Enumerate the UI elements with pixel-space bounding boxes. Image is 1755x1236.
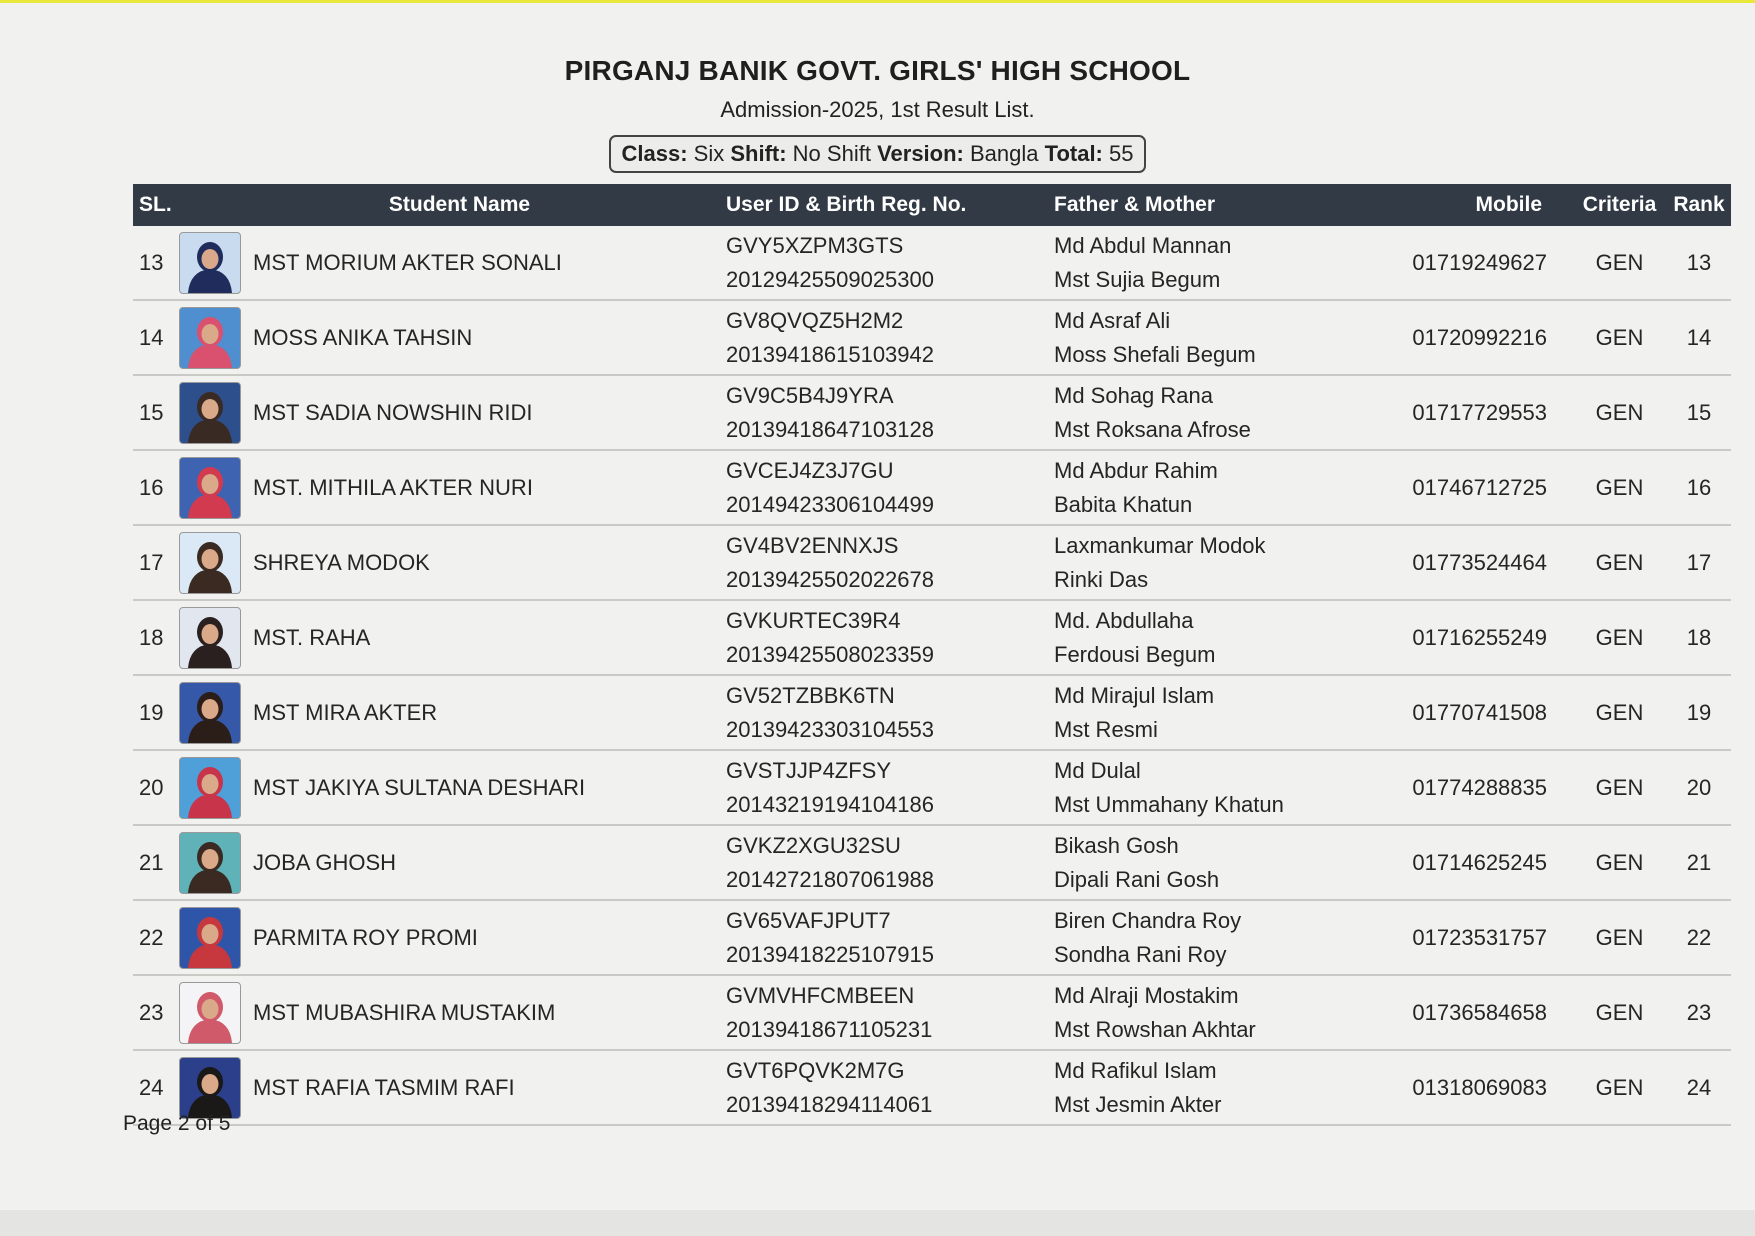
mother-name: Babita Khatun — [1054, 491, 1193, 517]
student-photo-cell — [179, 375, 253, 450]
father-name: Biren Chandra Roy — [1054, 907, 1242, 933]
birth-reg-no: 20139418294114061 — [726, 1091, 933, 1117]
total-label: Total: — [1044, 141, 1103, 166]
student-photo-cell — [179, 450, 253, 525]
rank: 19 — [1667, 675, 1731, 750]
student-photo-cell — [179, 600, 253, 675]
student-photo — [179, 1057, 241, 1119]
rank: 18 — [1667, 600, 1731, 675]
student-name: MST. MITHILA AKTER NURI — [253, 450, 726, 525]
birth-reg-no: 20139423303104553 — [726, 716, 935, 742]
table-header-row — [133, 184, 1731, 226]
criteria: GEN — [1572, 450, 1667, 525]
parents-cell — [1054, 600, 1349, 675]
criteria: GEN — [1572, 525, 1667, 600]
table-row — [133, 750, 1731, 825]
criteria: GEN — [1572, 750, 1667, 825]
id-cell — [726, 375, 1054, 450]
criteria: GEN — [1572, 975, 1667, 1050]
father-name: Bikash Gosh — [1054, 832, 1179, 858]
birth-reg-no: 20139418225107915 — [726, 941, 935, 967]
student-portrait-icon — [180, 1058, 240, 1118]
mobile-number: 01770741508 — [1349, 675, 1572, 750]
row-serial: 21 — [133, 825, 179, 900]
version-label: Version: — [877, 141, 964, 166]
criteria: GEN — [1572, 375, 1667, 450]
user-id: GVY5XZPM3GTS — [726, 232, 904, 258]
father-name: Md Asraf Ali — [1054, 307, 1171, 333]
row-serial: 17 — [133, 525, 179, 600]
scan-edge-strip — [0, 0, 1755, 3]
student-photo — [179, 982, 241, 1044]
student-photo — [179, 532, 241, 594]
row-serial: 23 — [133, 975, 179, 1050]
mother-name: Mst Sujia Begum — [1054, 266, 1221, 292]
mother-name: Mst Jesmin Akter — [1054, 1091, 1222, 1117]
mother-name: Sondha Rani Roy — [1054, 941, 1227, 967]
student-photo-cell — [179, 675, 253, 750]
student-photo-cell — [179, 226, 253, 300]
scan-bottom-edge — [0, 1210, 1755, 1236]
mother-name: Rinki Das — [1054, 566, 1149, 592]
table-row — [133, 226, 1731, 300]
student-portrait-icon — [180, 233, 240, 293]
parents-cell — [1054, 226, 1349, 300]
student-photo-cell — [179, 825, 253, 900]
rank: 24 — [1667, 1050, 1731, 1125]
student-portrait-icon — [180, 458, 240, 518]
table-body — [133, 226, 1731, 1125]
row-serial: 19 — [133, 675, 179, 750]
user-id: GV65VAFJPUT7 — [726, 907, 891, 933]
mobile-number: 01719249627 — [1349, 226, 1572, 300]
rank: 13 — [1667, 226, 1731, 300]
birth-reg-no: 20143219194104186 — [726, 791, 935, 817]
class-info-box — [609, 135, 1145, 173]
father-name: Md Sohag Rana — [1054, 382, 1213, 408]
student-portrait-icon — [180, 833, 240, 893]
parents-cell — [1054, 1050, 1349, 1125]
rank: 17 — [1667, 525, 1731, 600]
user-id: GV9C5B4J9YRA — [726, 382, 894, 408]
student-photo-cell — [179, 975, 253, 1050]
user-id: GVMVHFCMBEEN — [726, 982, 915, 1008]
birth-reg-no: 20139425502022678 — [726, 566, 935, 592]
id-cell — [726, 675, 1054, 750]
user-id: GV4BV2ENNXJS — [726, 532, 899, 558]
criteria: GEN — [1572, 226, 1667, 300]
student-photo — [179, 232, 241, 294]
rank: 22 — [1667, 900, 1731, 975]
table-row — [133, 600, 1731, 675]
col-header-photo — [179, 184, 253, 226]
criteria: GEN — [1572, 900, 1667, 975]
father-name: Md Mirajul Islam — [1054, 682, 1215, 708]
student-photo — [179, 832, 241, 894]
student-name: MST JAKIYA SULTANA DESHARI — [253, 750, 726, 825]
mobile-number: 01774288835 — [1349, 750, 1572, 825]
class-label: Class: — [621, 141, 688, 166]
criteria: GEN — [1572, 300, 1667, 375]
user-id: GVSTJJP4ZFSY — [726, 757, 892, 783]
mother-name: Mst Rowshan Akhtar — [1054, 1016, 1256, 1042]
birth-reg-no: 20139425508023359 — [726, 641, 935, 667]
father-name: Md Dulal — [1054, 757, 1141, 783]
birth-reg-no: 20139418647103128 — [726, 416, 935, 442]
id-cell — [726, 825, 1054, 900]
student-name: MST. RAHA — [253, 600, 726, 675]
id-cell — [726, 300, 1054, 375]
row-serial: 13 — [133, 226, 179, 300]
birth-reg-no: 20142721807061988 — [726, 866, 935, 892]
birth-reg-no: 20149423306104499 — [726, 491, 935, 517]
birth-reg-no: 20129425509025300 — [726, 266, 935, 292]
row-serial: 18 — [133, 600, 179, 675]
user-id: GV52TZBBK6TN — [726, 682, 895, 708]
student-name: JOBA GHOSH — [253, 825, 726, 900]
father-name: Md Abdul Mannan — [1054, 232, 1232, 258]
rank: 21 — [1667, 825, 1731, 900]
mother-name: Moss Shefali Begum — [1054, 341, 1256, 367]
mother-name: Mst Resmi — [1054, 716, 1158, 742]
id-cell — [726, 525, 1054, 600]
criteria: GEN — [1572, 825, 1667, 900]
shift-value: No Shift — [792, 141, 871, 166]
student-name: MST MUBASHIRA MUSTAKIM — [253, 975, 726, 1050]
father-name: Laxmankumar Modok — [1054, 532, 1266, 558]
class-value: Six — [693, 141, 725, 166]
shift-label: Shift: — [730, 141, 787, 166]
birth-reg-no: 20139418615103942 — [726, 341, 935, 367]
table-row — [133, 825, 1731, 900]
student-photo-cell — [179, 750, 253, 825]
parents-cell — [1054, 450, 1349, 525]
criteria: GEN — [1572, 1050, 1667, 1125]
row-serial: 20 — [133, 750, 179, 825]
student-name: MOSS ANIKA TAHSIN — [253, 300, 726, 375]
student-portrait-icon — [180, 383, 240, 443]
criteria: GEN — [1572, 600, 1667, 675]
col-header-sl: SL. — [133, 184, 179, 226]
parents-cell — [1054, 825, 1349, 900]
col-header-criteria: Criteria — [1572, 184, 1667, 226]
parents-cell — [1054, 525, 1349, 600]
student-portrait-icon — [180, 983, 240, 1043]
col-header-name: Student Name — [253, 184, 726, 226]
rank: 15 — [1667, 375, 1731, 450]
mobile-number: 01716255249 — [1349, 600, 1572, 675]
mobile-number: 01736584658 — [1349, 975, 1572, 1050]
table-row — [133, 975, 1731, 1050]
mobile-number: 01717729553 — [1349, 375, 1572, 450]
table-row — [133, 375, 1731, 450]
parents-cell — [1054, 675, 1349, 750]
student-name: SHREYA MODOK — [253, 525, 726, 600]
school-name: PIRGANJ BANIK GOVT. GIRLS' HIGH SCHOOL — [564, 55, 1191, 86]
user-id: GVT6PQVK2M7G — [726, 1057, 905, 1083]
id-cell — [726, 450, 1054, 525]
mother-name: Mst Roksana Afrose — [1054, 416, 1251, 442]
mobile-number: 01714625245 — [1349, 825, 1572, 900]
parents-cell — [1054, 375, 1349, 450]
id-cell — [726, 900, 1054, 975]
version-value: Bangla — [970, 141, 1039, 166]
father-name: Md Rafikul Islam — [1054, 1057, 1217, 1083]
father-name: Md Alraji Mostakim — [1054, 982, 1239, 1008]
mobile-number: 01773524464 — [1349, 525, 1572, 600]
col-header-id: User ID & Birth Reg. No. — [726, 184, 1054, 226]
mobile-number: 01318069083 — [1349, 1050, 1572, 1125]
page-number: Page 2 of 5 — [123, 1112, 231, 1135]
student-name: MST MORIUM AKTER SONALI — [253, 226, 726, 300]
table-row — [133, 525, 1731, 600]
student-photo-cell — [179, 300, 253, 375]
student-name: MST MIRA AKTER — [253, 675, 726, 750]
parents-cell — [1054, 975, 1349, 1050]
user-id: GVKURTEC39R4 — [726, 607, 901, 633]
criteria: GEN — [1572, 675, 1667, 750]
rank: 23 — [1667, 975, 1731, 1050]
mobile-number: 01720992216 — [1349, 300, 1572, 375]
student-photo — [179, 307, 241, 369]
rank: 16 — [1667, 450, 1731, 525]
total-value: 55 — [1109, 141, 1134, 166]
user-id: GV8QVQZ5H2M2 — [726, 307, 904, 333]
table-row — [133, 1050, 1731, 1125]
father-name: Md Abdur Rahim — [1054, 457, 1218, 483]
student-name: MST RAFIA TASMIM RAFI — [253, 1050, 726, 1125]
student-portrait-icon — [180, 683, 240, 743]
student-portrait-icon — [180, 908, 240, 968]
id-cell — [726, 750, 1054, 825]
rank: 20 — [1667, 750, 1731, 825]
row-serial: 24 — [133, 1050, 179, 1125]
student-photo-cell — [179, 900, 253, 975]
parents-cell — [1054, 900, 1349, 975]
mother-name: Ferdousi Begum — [1054, 641, 1216, 667]
row-serial: 15 — [133, 375, 179, 450]
col-header-parents: Father & Mother — [1054, 184, 1349, 226]
student-photo-cell — [179, 525, 253, 600]
student-portrait-icon — [180, 308, 240, 368]
mother-name: Mst Ummahany Khatun — [1054, 791, 1284, 817]
result-list-subtitle: Admission-2025, 1st Result List. — [720, 97, 1035, 122]
user-id: GVCEJ4Z3J7GU — [726, 457, 894, 483]
father-name: Md. Abdullaha — [1054, 607, 1194, 633]
table-row — [133, 300, 1731, 375]
student-photo — [179, 607, 241, 669]
student-portrait-icon — [180, 758, 240, 818]
mobile-number: 01723531757 — [1349, 900, 1572, 975]
student-photo — [179, 907, 241, 969]
parents-cell — [1054, 300, 1349, 375]
student-portrait-icon — [180, 608, 240, 668]
id-cell — [726, 600, 1054, 675]
document-header — [0, 55, 1755, 173]
table-row — [133, 450, 1731, 525]
user-id: GVKZ2XGU32SU — [726, 832, 901, 858]
student-portrait-icon — [180, 533, 240, 593]
student-name: MST SADIA NOWSHIN RIDI — [253, 375, 726, 450]
rank: 14 — [1667, 300, 1731, 375]
id-cell — [726, 1050, 1054, 1125]
table-row — [133, 900, 1731, 975]
row-serial: 22 — [133, 900, 179, 975]
student-photo — [179, 682, 241, 744]
col-header-rank: Rank — [1667, 184, 1731, 226]
col-header-mobile: Mobile — [1349, 184, 1572, 226]
student-photo — [179, 382, 241, 444]
table-row — [133, 675, 1731, 750]
id-cell — [726, 975, 1054, 1050]
student-photo — [179, 457, 241, 519]
row-serial: 14 — [133, 300, 179, 375]
student-name: PARMITA ROY PROMI — [253, 900, 726, 975]
id-cell — [726, 226, 1054, 300]
row-serial: 16 — [133, 450, 179, 525]
mobile-number: 01746712725 — [1349, 450, 1572, 525]
result-table — [133, 184, 1731, 1126]
parents-cell — [1054, 750, 1349, 825]
student-photo — [179, 757, 241, 819]
birth-reg-no: 20139418671105231 — [726, 1016, 933, 1042]
mother-name: Dipali Rani Gosh — [1054, 866, 1220, 892]
